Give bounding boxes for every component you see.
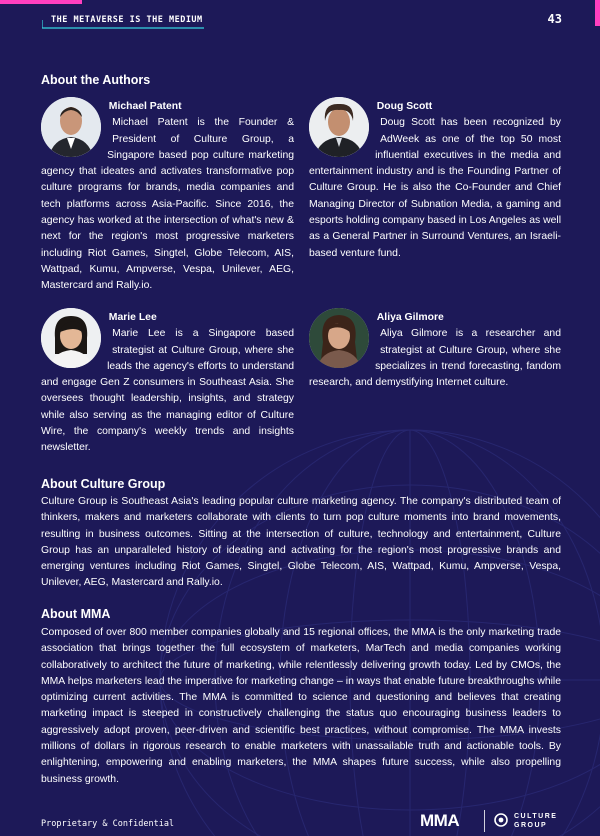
top-accent-bar [0, 0, 82, 4]
about-culture-group-body: Culture Group is Southeast Asia's leading popular culture marketing agency. The company's distributed team of thinkers, makers and marketers collaborate with clients to turn pop culture moments into brand movements, resulting in business outcomes. Sitting at the intersection of culture, technology and entertainment, Culture Group has an unparalleled history of ideating and activating for the region's most progressive brands and emerging ventures including Riot Games, Singtel, Globe Telecom, AIS, Wattpad, Kumu, Ampverse, Vespa, Unilever, AEG, Mastercard and Rally.io. [41, 496, 561, 589]
culture-group-logo-line1: CULTURE [514, 813, 558, 820]
author-bio: Michael Patent is the Founder & President of Culture Group, a Singapore based pop culture marketing agency that ideates and activates transformative pop culture programs for brands, media companies and tech platforms across Asia-Pacific. Since 2016, the agency has worked at the intersection of what's new & next for the region's most progressive marketers including Riot Games, Singtel, Globe Telecom, AIS, Wattpad, Kumu, Ampverse, Vespa, Unilever, AEG, Mastercard and Rally.io. [41, 117, 294, 292]
right-accent-bar [595, 0, 600, 26]
mma-logo: MMA [420, 811, 460, 830]
author-bio: Doug Scott has been recognized by AdWeek as one of the top 50 most influential executives in the media and entertainment industry and is the Founding Partner of Culture Group. He is also the Co-Founder and Chief Managing Director of Subnation Media, a gaming and esports holding company based in Los Angeles as well as a General Partner in Surround Ventures, an Israeli-based venture fund. [309, 117, 561, 259]
author-photo-marie-lee [41, 308, 101, 368]
logo-divider [484, 810, 485, 832]
culture-group-icon [494, 813, 508, 827]
author-photo-aliya-gilmore [309, 308, 369, 368]
author-michael-patent [41, 99, 294, 295]
author-doug-scott [309, 99, 561, 262]
author-name: Aliya Gilmore [376, 312, 444, 323]
author-bio: Marie Lee is a Singapore based strategist at Culture Group, where she leads the agency's efforts to understand and engage Gen Z consumers in Southeast Asia. She oversees thought leadership, insights, and strategy while also serving as the managing editor of Culture Wire, the company's weekly trends and insights newsletter. [41, 328, 294, 454]
culture-group-logo [514, 812, 557, 830]
author-name: Marie Lee [108, 312, 157, 323]
author-photo-doug-scott [309, 97, 369, 157]
author-name: Doug Scott [376, 101, 433, 112]
author-marie-lee [41, 310, 294, 457]
author-bio: Aliya Gilmore is a researcher and strategist at Culture Group, where she specializes in trend forecasting, fandom research, and demystifying Internet culture. [309, 328, 561, 389]
footer-logos [420, 810, 570, 832]
page-number: 43 [547, 12, 562, 26]
author-photo-michael-patent [41, 97, 101, 157]
about-authors-title: About the Authors [41, 73, 151, 87]
culture-group-logo-line2: GROUP [514, 822, 548, 829]
footer-confidential: Proprietary & Confidential [41, 819, 175, 829]
about-mma-title: About MMA [41, 607, 111, 621]
author-aliya-gilmore [309, 310, 561, 391]
header-tag-text: THE METAVERSE IS THE MEDIUM [51, 15, 203, 25]
author-name: Michael Patent [108, 101, 182, 112]
about-culture-group-title: About Culture Group [41, 477, 166, 491]
about-mma-body: Composed of over 800 member companies globally and 15 regional offices, the MMA is the only marketing trade association that brings together the full ecosystem of marketers, MarTech and media companies working collaboratively to architect the future of marketing, while relentlessly delivering growth today. Led by CMOs, the MMA helps marketers lead the imperative for marketing change – in ways that enable future breakthroughs while optimizing current activities. The MMA is committed to science and questioning and believes that creating marketing impact is steeped in constructively challenging the status quo encouraging business leaders to aggressively adopt proven, peer-driven and scientific best practices, without compromise. The MMA invests millions of dollars in rigorous research to enable marketers with unassailable truth and actionable tools. By enlightening, empowering and enabling marketers, the MMA shapes future success, while also propelling business growth. [41, 627, 561, 785]
